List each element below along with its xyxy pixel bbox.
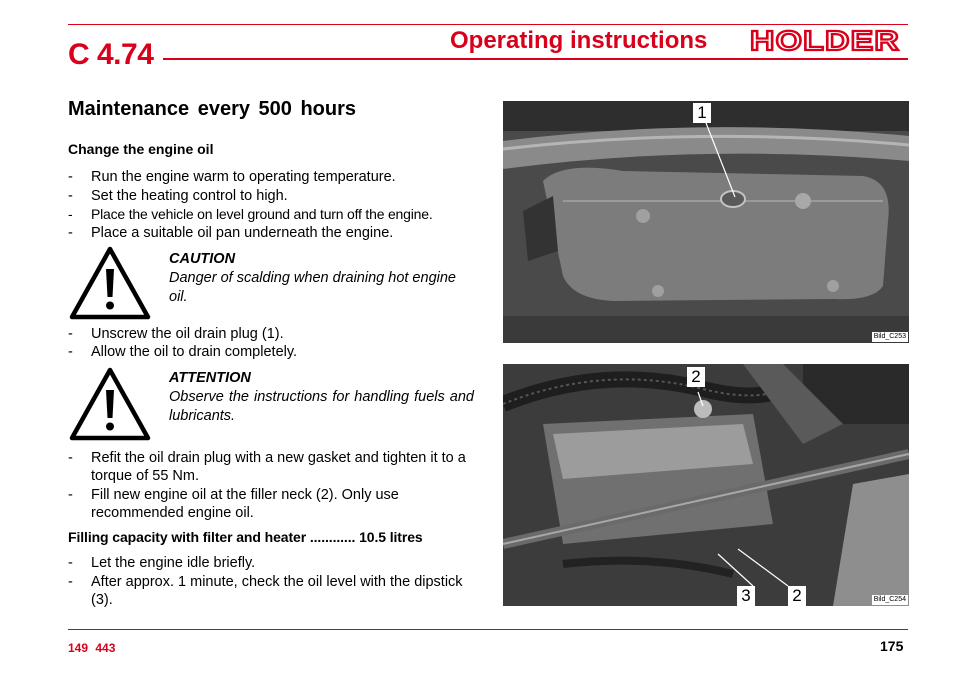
list-item: - Fill new engine oil at the filler neck (2). Only use recommended engine oil. <box>68 487 399 521</box>
callout-label: 2 <box>687 367 705 387</box>
engine-photo <box>503 364 909 606</box>
holder-logo <box>750 28 902 52</box>
list-item: - Place the vehicle on level ground and turn off the engine. <box>68 206 433 222</box>
section-title: Maintenance every 500 hours <box>68 98 357 120</box>
caution-text: Danger of scalding when draining hot engine oil. <box>169 270 456 305</box>
attention-text: Observe the instructions for handling fuels and lubricants. <box>169 389 474 424</box>
list-item: - Run the engine warm to operating temperature. <box>68 169 396 185</box>
subheading: Change the engine oil <box>68 141 214 157</box>
filling-capacity: Filling capacity with filter and heater ............ 10.5 litres <box>68 529 423 545</box>
oil-pan-photo <box>503 101 909 343</box>
document-title: Operating instructions <box>450 27 708 54</box>
list-item: - Unscrew the oil drain plug (1). <box>68 326 284 342</box>
list-item: - Set the heating control to high. <box>68 188 288 204</box>
list-item: - After approx. 1 minute, check the oil level with the dipstick (3). <box>68 574 463 608</box>
warning-triangle-icon <box>68 366 152 442</box>
warning-triangle-icon <box>68 245 152 321</box>
callout-label: 3 <box>737 586 755 606</box>
list-item: - Refit the oil drain plug with a new gasket and tighten it to a torque of 55 Nm. <box>68 450 466 484</box>
callout-label: 2 <box>788 586 806 606</box>
image-caption: Bild_C253 <box>873 333 906 340</box>
attention-heading: ATTENTION <box>169 370 251 386</box>
document-number: 149 443 <box>68 641 116 655</box>
page-number: 175 <box>880 638 904 654</box>
image-caption: Bild_C254 <box>873 596 906 603</box>
callout-label: 1 <box>693 103 711 123</box>
list-item: - Let the engine idle briefly. <box>68 555 256 571</box>
model-designation: C 4.74 <box>68 38 154 71</box>
list-item: - Allow the oil to drain completely. <box>68 344 298 360</box>
list-item: - Place a suitable oil pan underneath the engine. <box>68 225 394 241</box>
holder-logo-text: HOLDER <box>750 28 900 52</box>
caution-heading: CAUTION <box>169 251 236 267</box>
